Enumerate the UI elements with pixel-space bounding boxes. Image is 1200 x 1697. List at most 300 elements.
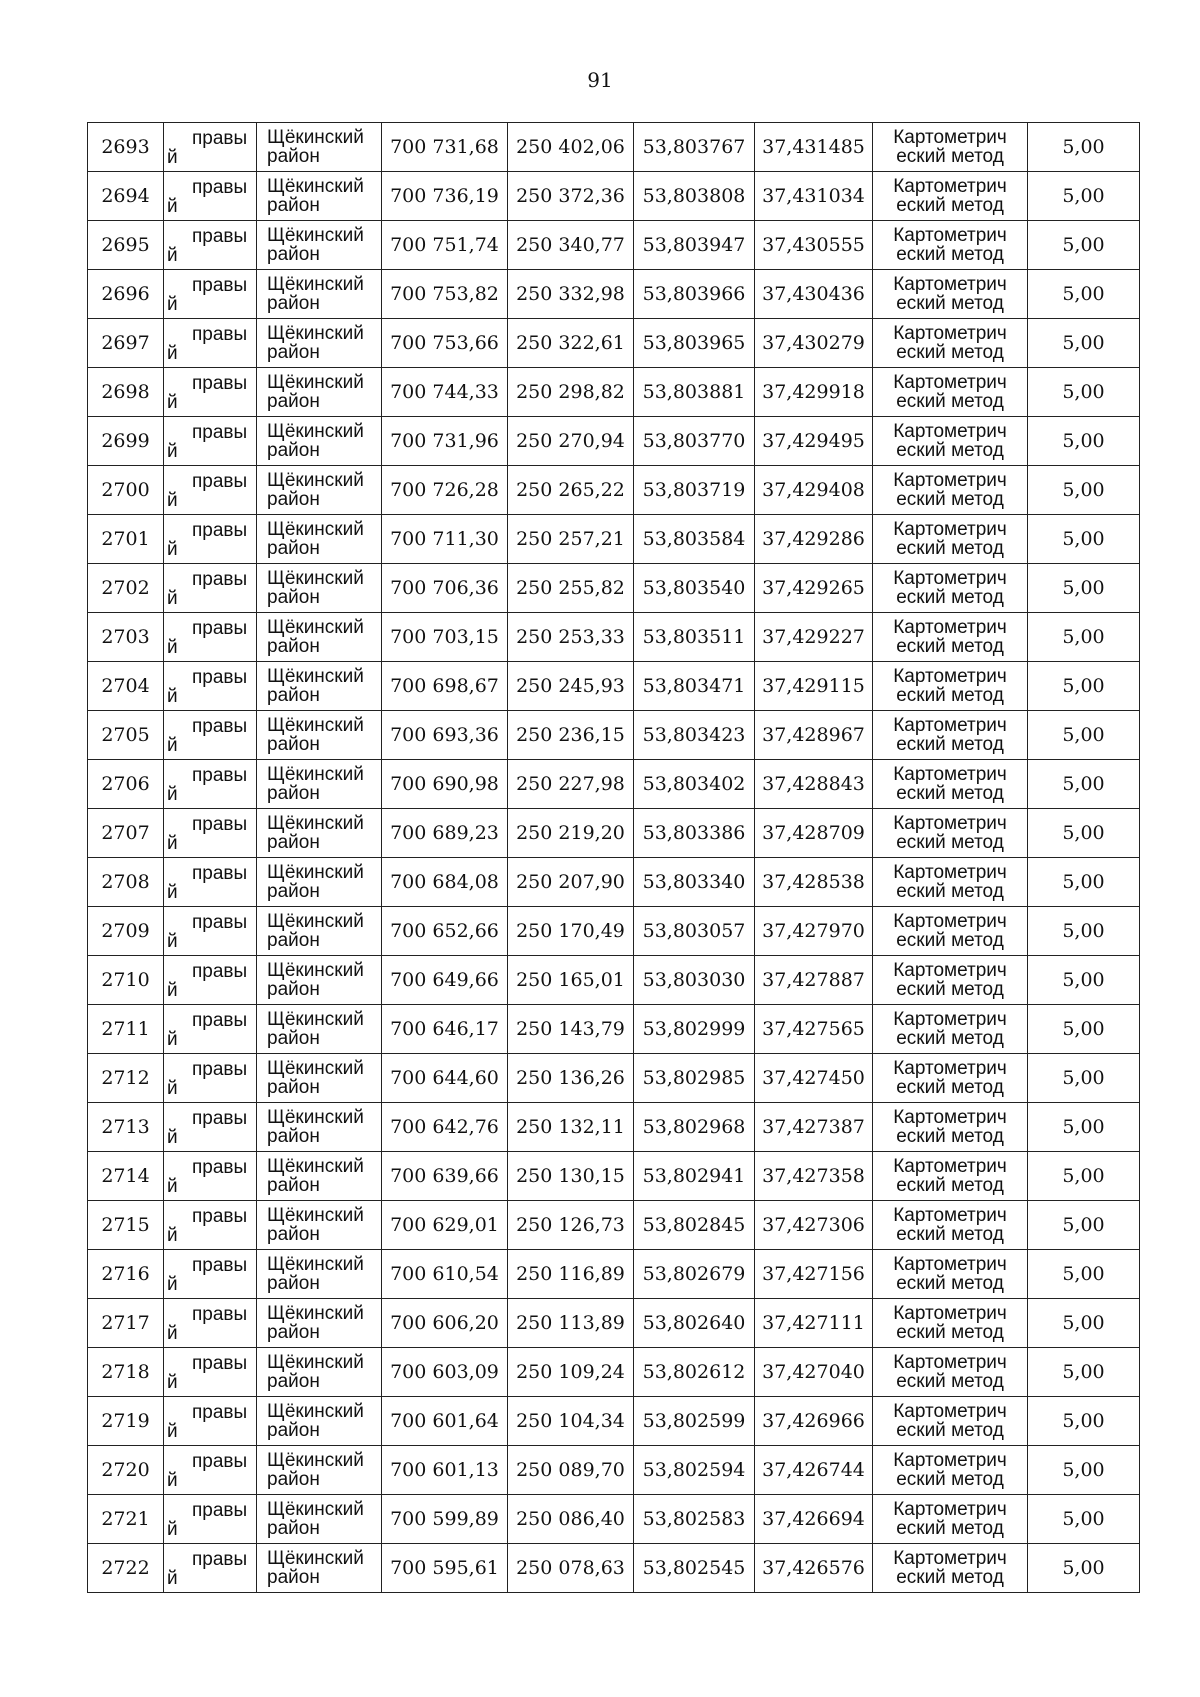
- district-line-2: район: [267, 734, 320, 755]
- point-number-cell: 2710: [88, 956, 164, 1005]
- bank-side-line-1: правы: [192, 127, 248, 149]
- latitude-cell: 53,802968: [634, 1103, 755, 1152]
- longitude-cell: 37,427156: [755, 1250, 873, 1299]
- method-line-2: еский метод: [896, 685, 1004, 706]
- longitude-cell: 37,426694: [755, 1495, 873, 1544]
- latitude-cell: 53,803030: [634, 956, 755, 1005]
- method-cell: [873, 123, 1028, 172]
- district-line-2: район: [267, 244, 320, 265]
- x-coordinate-cell: 700 639,66: [382, 1152, 508, 1201]
- method-line-1: Картометрич: [893, 1107, 1007, 1128]
- y-coordinate-cell: 250 340,77: [508, 221, 634, 270]
- bank-side-line-2: й: [167, 1175, 178, 1197]
- bank-side-cell: [164, 711, 257, 760]
- bank-side-line-1: правы: [192, 568, 248, 590]
- bank-side-line-2: й: [167, 538, 178, 560]
- method-line-1: Картометрич: [893, 1156, 1007, 1177]
- district-line-2: район: [267, 1371, 320, 1392]
- bank-side-line-2: й: [167, 1077, 178, 1099]
- district-line-1: Щёкинский: [267, 421, 364, 442]
- bank-side-cell: [164, 319, 257, 368]
- district-line-2: район: [267, 930, 320, 951]
- bank-side-line-1: правы: [192, 1058, 248, 1080]
- method-line-1: Картометрич: [893, 813, 1007, 834]
- accuracy-cell: 5,00: [1028, 564, 1140, 613]
- bank-side-line-1: правы: [192, 666, 248, 688]
- latitude-cell: 53,803386: [634, 809, 755, 858]
- method-line-1: Картометрич: [893, 617, 1007, 638]
- method-cell: [873, 1348, 1028, 1397]
- method-cell: [873, 1495, 1028, 1544]
- district-line-1: Щёкинский: [267, 715, 364, 736]
- bank-side-line-2: й: [167, 293, 178, 315]
- bank-side-line-1: правы: [192, 274, 248, 296]
- district-cell: [257, 1446, 382, 1495]
- latitude-cell: 53,803881: [634, 368, 755, 417]
- district-line-1: Щёкинский: [267, 1352, 364, 1373]
- district-line-2: район: [267, 979, 320, 1000]
- bank-side-line-2: й: [167, 489, 178, 511]
- y-coordinate-cell: 250 113,89: [508, 1299, 634, 1348]
- district-cell: [257, 172, 382, 221]
- longitude-cell: 37,427887: [755, 956, 873, 1005]
- district-line-2: район: [267, 342, 320, 363]
- point-number-cell: 2704: [88, 662, 164, 711]
- accuracy-cell: 5,00: [1028, 172, 1140, 221]
- bank-side-line-2: й: [167, 1469, 178, 1491]
- bank-side-line-1: правы: [192, 1352, 248, 1374]
- method-line-1: Картометрич: [893, 1352, 1007, 1373]
- point-number-cell: 2697: [88, 319, 164, 368]
- method-cell: [873, 711, 1028, 760]
- district-line-2: район: [267, 832, 320, 853]
- bank-side-line-1: правы: [192, 715, 248, 737]
- bank-side-cell: [164, 564, 257, 613]
- y-coordinate-cell: 250 116,89: [508, 1250, 634, 1299]
- method-line-2: еский метод: [896, 1273, 1004, 1294]
- bank-side-line-2: й: [167, 1224, 178, 1246]
- method-line-2: еский метод: [896, 1469, 1004, 1490]
- district-line-1: Щёкинский: [267, 813, 364, 834]
- method-line-2: еский метод: [896, 636, 1004, 657]
- accuracy-cell: 5,00: [1028, 1054, 1140, 1103]
- y-coordinate-cell: 250 298,82: [508, 368, 634, 417]
- method-line-2: еский метод: [896, 1175, 1004, 1196]
- point-number-cell: 2700: [88, 466, 164, 515]
- longitude-cell: 37,430555: [755, 221, 873, 270]
- point-number-cell: 2717: [88, 1299, 164, 1348]
- bank-side-line-2: й: [167, 1273, 178, 1295]
- table-row: [88, 1250, 1140, 1299]
- point-number-cell: 2718: [88, 1348, 164, 1397]
- point-number-cell: 2698: [88, 368, 164, 417]
- district-cell: [257, 662, 382, 711]
- bank-side-line-2: й: [167, 636, 178, 658]
- bank-side-line-2: й: [167, 783, 178, 805]
- bank-side-line-1: правы: [192, 1303, 248, 1325]
- x-coordinate-cell: 700 753,66: [382, 319, 508, 368]
- y-coordinate-cell: 250 270,94: [508, 417, 634, 466]
- longitude-cell: 37,428538: [755, 858, 873, 907]
- bank-side-line-1: правы: [192, 1254, 248, 1276]
- point-number-cell: 2694: [88, 172, 164, 221]
- bank-side-line-1: правы: [192, 960, 248, 982]
- method-cell: [873, 1299, 1028, 1348]
- x-coordinate-cell: 700 689,23: [382, 809, 508, 858]
- bank-side-cell: [164, 1446, 257, 1495]
- bank-side-cell: [164, 172, 257, 221]
- bank-side-line-1: правы: [192, 1401, 248, 1423]
- bank-side-line-1: правы: [192, 1450, 248, 1472]
- method-cell: [873, 907, 1028, 956]
- bank-side-cell: [164, 1005, 257, 1054]
- method-line-2: еский метод: [896, 1371, 1004, 1392]
- bank-side-cell: [164, 1495, 257, 1544]
- accuracy-cell: 5,00: [1028, 907, 1140, 956]
- district-line-1: Щёкинский: [267, 372, 364, 393]
- bank-side-line-2: й: [167, 1371, 178, 1393]
- y-coordinate-cell: 250 253,33: [508, 613, 634, 662]
- bank-side-cell: [164, 1544, 257, 1593]
- point-number-cell: 2705: [88, 711, 164, 760]
- point-number-cell: 2706: [88, 760, 164, 809]
- method-line-1: Картометрич: [893, 1303, 1007, 1324]
- latitude-cell: 53,802679: [634, 1250, 755, 1299]
- table-row: [88, 172, 1140, 221]
- method-line-1: Картометрич: [893, 127, 1007, 148]
- table-row: [88, 1103, 1140, 1152]
- district-line-2: район: [267, 538, 320, 559]
- longitude-cell: 37,427358: [755, 1152, 873, 1201]
- y-coordinate-cell: 250 219,20: [508, 809, 634, 858]
- y-coordinate-cell: 250 132,11: [508, 1103, 634, 1152]
- y-coordinate-cell: 250 136,26: [508, 1054, 634, 1103]
- method-line-1: Картометрич: [893, 1548, 1007, 1569]
- district-cell: [257, 760, 382, 809]
- district-line-2: район: [267, 293, 320, 314]
- bank-side-cell: [164, 613, 257, 662]
- method-line-1: Картометрич: [893, 274, 1007, 295]
- point-number-cell: 2703: [88, 613, 164, 662]
- method-line-1: Картометрич: [893, 715, 1007, 736]
- table-row: [88, 1397, 1140, 1446]
- table-row: [88, 858, 1140, 907]
- district-cell: [257, 1103, 382, 1152]
- longitude-cell: 37,429408: [755, 466, 873, 515]
- y-coordinate-cell: 250 372,36: [508, 172, 634, 221]
- bank-side-line-1: правы: [192, 323, 248, 345]
- method-line-1: Картометрич: [893, 1499, 1007, 1520]
- bank-side-cell: [164, 270, 257, 319]
- accuracy-cell: 5,00: [1028, 221, 1140, 270]
- bank-side-cell: [164, 515, 257, 564]
- table-row: [88, 662, 1140, 711]
- table-row: [88, 956, 1140, 1005]
- table-row: [88, 123, 1140, 172]
- method-line-2: еский метод: [896, 1420, 1004, 1441]
- latitude-cell: 53,803423: [634, 711, 755, 760]
- district-cell: [257, 613, 382, 662]
- method-line-2: еский метод: [896, 783, 1004, 804]
- method-line-1: Картометрич: [893, 666, 1007, 687]
- method-cell: [873, 1446, 1028, 1495]
- x-coordinate-cell: 700 753,82: [382, 270, 508, 319]
- table-row: [88, 466, 1140, 515]
- method-cell: [873, 417, 1028, 466]
- bank-side-line-1: правы: [192, 862, 248, 884]
- bank-side-line-2: й: [167, 244, 178, 266]
- district-cell: [257, 1250, 382, 1299]
- accuracy-cell: 5,00: [1028, 417, 1140, 466]
- table-row: [88, 711, 1140, 760]
- bank-side-line-2: й: [167, 734, 178, 756]
- x-coordinate-cell: 700 751,74: [382, 221, 508, 270]
- district-line-1: Щёкинский: [267, 1450, 364, 1471]
- bank-side-line-1: правы: [192, 911, 248, 933]
- table-row: [88, 1495, 1140, 1544]
- district-line-1: Щёкинский: [267, 274, 364, 295]
- latitude-cell: 53,803511: [634, 613, 755, 662]
- latitude-cell: 53,802599: [634, 1397, 755, 1446]
- district-line-1: Щёкинский: [267, 1107, 364, 1128]
- accuracy-cell: 5,00: [1028, 123, 1140, 172]
- latitude-cell: 53,803965: [634, 319, 755, 368]
- longitude-cell: 37,427111: [755, 1299, 873, 1348]
- method-line-1: Картометрич: [893, 960, 1007, 981]
- method-line-2: еский метод: [896, 979, 1004, 1000]
- y-coordinate-cell: 250 130,15: [508, 1152, 634, 1201]
- x-coordinate-cell: 700 736,19: [382, 172, 508, 221]
- bank-side-line-2: й: [167, 440, 178, 462]
- district-line-1: Щёкинский: [267, 127, 364, 148]
- accuracy-cell: 5,00: [1028, 270, 1140, 319]
- table-row: [88, 1005, 1140, 1054]
- accuracy-cell: 5,00: [1028, 613, 1140, 662]
- bank-side-cell: [164, 466, 257, 515]
- bank-side-line-2: й: [167, 1126, 178, 1148]
- district-cell: [257, 711, 382, 760]
- latitude-cell: 53,802845: [634, 1201, 755, 1250]
- accuracy-cell: 5,00: [1028, 1544, 1140, 1593]
- x-coordinate-cell: 700 595,61: [382, 1544, 508, 1593]
- method-line-2: еский метод: [896, 489, 1004, 510]
- y-coordinate-cell: 250 086,40: [508, 1495, 634, 1544]
- coordinates-table: [87, 122, 1140, 1593]
- method-line-1: Картометрич: [893, 862, 1007, 883]
- table-row: [88, 1299, 1140, 1348]
- table-body: [88, 123, 1140, 1593]
- point-number-cell: 2701: [88, 515, 164, 564]
- accuracy-cell: 5,00: [1028, 760, 1140, 809]
- bank-side-line-2: й: [167, 1567, 178, 1589]
- district-line-1: Щёкинский: [267, 1205, 364, 1226]
- y-coordinate-cell: 250 207,90: [508, 858, 634, 907]
- district-cell: [257, 1495, 382, 1544]
- latitude-cell: 53,803808: [634, 172, 755, 221]
- latitude-cell: 53,803719: [634, 466, 755, 515]
- table-row: [88, 1152, 1140, 1201]
- method-cell: [873, 1397, 1028, 1446]
- district-line-2: район: [267, 1224, 320, 1245]
- y-coordinate-cell: 250 227,98: [508, 760, 634, 809]
- bank-side-line-2: й: [167, 1420, 178, 1442]
- x-coordinate-cell: 700 649,66: [382, 956, 508, 1005]
- latitude-cell: 53,802594: [634, 1446, 755, 1495]
- point-number-cell: 2712: [88, 1054, 164, 1103]
- y-coordinate-cell: 250 126,73: [508, 1201, 634, 1250]
- x-coordinate-cell: 700 706,36: [382, 564, 508, 613]
- method-line-2: еский метод: [896, 342, 1004, 363]
- bank-side-line-2: й: [167, 979, 178, 1001]
- bank-side-line-2: й: [167, 587, 178, 609]
- longitude-cell: 37,426576: [755, 1544, 873, 1593]
- method-line-1: Картометрич: [893, 1205, 1007, 1226]
- point-number-cell: 2722: [88, 1544, 164, 1593]
- accuracy-cell: 5,00: [1028, 1397, 1140, 1446]
- district-line-1: Щёкинский: [267, 323, 364, 344]
- latitude-cell: 53,803402: [634, 760, 755, 809]
- method-line-2: еский метод: [896, 538, 1004, 559]
- latitude-cell: 53,802941: [634, 1152, 755, 1201]
- district-line-2: район: [267, 1420, 320, 1441]
- bank-side-line-1: правы: [192, 470, 248, 492]
- x-coordinate-cell: 700 646,17: [382, 1005, 508, 1054]
- bank-side-cell: [164, 221, 257, 270]
- method-line-1: Картометрич: [893, 1009, 1007, 1030]
- method-line-1: Картометрич: [893, 764, 1007, 785]
- y-coordinate-cell: 250 089,70: [508, 1446, 634, 1495]
- longitude-cell: 37,429495: [755, 417, 873, 466]
- district-cell: [257, 1299, 382, 1348]
- longitude-cell: 37,427387: [755, 1103, 873, 1152]
- longitude-cell: 37,430279: [755, 319, 873, 368]
- method-cell: [873, 270, 1028, 319]
- point-number-cell: 2719: [88, 1397, 164, 1446]
- district-cell: [257, 1348, 382, 1397]
- district-line-2: район: [267, 881, 320, 902]
- district-line-1: Щёкинский: [267, 764, 364, 785]
- accuracy-cell: 5,00: [1028, 368, 1140, 417]
- method-line-1: Картометрич: [893, 176, 1007, 197]
- bank-side-cell: [164, 858, 257, 907]
- district-cell: [257, 515, 382, 564]
- x-coordinate-cell: 700 711,30: [382, 515, 508, 564]
- point-number-cell: 2713: [88, 1103, 164, 1152]
- method-cell: [873, 1544, 1028, 1593]
- district-line-1: Щёкинский: [267, 1548, 364, 1569]
- accuracy-cell: 5,00: [1028, 1103, 1140, 1152]
- district-cell: [257, 1054, 382, 1103]
- point-number-cell: 2715: [88, 1201, 164, 1250]
- table-row: [88, 515, 1140, 564]
- y-coordinate-cell: 250 265,22: [508, 466, 634, 515]
- district-line-2: район: [267, 195, 320, 216]
- x-coordinate-cell: 700 703,15: [382, 613, 508, 662]
- y-coordinate-cell: 250 255,82: [508, 564, 634, 613]
- bank-side-cell: [164, 1299, 257, 1348]
- district-line-2: район: [267, 1175, 320, 1196]
- method-cell: [873, 319, 1028, 368]
- table-row: [88, 270, 1140, 319]
- longitude-cell: 37,430436: [755, 270, 873, 319]
- point-number-cell: 2716: [88, 1250, 164, 1299]
- x-coordinate-cell: 700 642,76: [382, 1103, 508, 1152]
- longitude-cell: 37,427970: [755, 907, 873, 956]
- bank-side-line-2: й: [167, 930, 178, 952]
- longitude-cell: 37,431034: [755, 172, 873, 221]
- district-cell: [257, 956, 382, 1005]
- method-line-2: еский метод: [896, 1028, 1004, 1049]
- accuracy-cell: 5,00: [1028, 1005, 1140, 1054]
- method-line-2: еский метод: [896, 1567, 1004, 1588]
- table-row: [88, 613, 1140, 662]
- latitude-cell: 53,803057: [634, 907, 755, 956]
- method-cell: [873, 466, 1028, 515]
- bank-side-line-1: правы: [192, 1009, 248, 1031]
- longitude-cell: 37,429265: [755, 564, 873, 613]
- latitude-cell: 53,802985: [634, 1054, 755, 1103]
- table-row: [88, 1348, 1140, 1397]
- point-number-cell: 2721: [88, 1495, 164, 1544]
- latitude-cell: 53,802999: [634, 1005, 755, 1054]
- district-line-1: Щёкинский: [267, 960, 364, 981]
- longitude-cell: 37,427565: [755, 1005, 873, 1054]
- method-cell: [873, 221, 1028, 270]
- district-line-1: Щёкинский: [267, 470, 364, 491]
- district-cell: [257, 1397, 382, 1446]
- y-coordinate-cell: 250 236,15: [508, 711, 634, 760]
- district-cell: [257, 564, 382, 613]
- point-number-cell: 2720: [88, 1446, 164, 1495]
- method-line-2: еский метод: [896, 195, 1004, 216]
- method-line-2: еский метод: [896, 1126, 1004, 1147]
- method-cell: [873, 515, 1028, 564]
- bank-side-line-1: правы: [192, 617, 248, 639]
- table-row: [88, 809, 1140, 858]
- method-cell: [873, 564, 1028, 613]
- longitude-cell: 37,429286: [755, 515, 873, 564]
- method-line-2: еский метод: [896, 391, 1004, 412]
- latitude-cell: 53,803584: [634, 515, 755, 564]
- district-cell: [257, 1201, 382, 1250]
- district-line-1: Щёкинский: [267, 568, 364, 589]
- x-coordinate-cell: 700 726,28: [382, 466, 508, 515]
- bank-side-line-2: й: [167, 832, 178, 854]
- accuracy-cell: 5,00: [1028, 1152, 1140, 1201]
- bank-side-line-1: правы: [192, 1205, 248, 1227]
- longitude-cell: 37,429227: [755, 613, 873, 662]
- method-line-1: Картометрич: [893, 1058, 1007, 1079]
- district-line-2: район: [267, 1322, 320, 1343]
- latitude-cell: 53,803340: [634, 858, 755, 907]
- method-cell: [873, 172, 1028, 221]
- method-line-2: еский метод: [896, 293, 1004, 314]
- method-line-1: Картометрич: [893, 372, 1007, 393]
- method-line-2: еский метод: [896, 734, 1004, 755]
- x-coordinate-cell: 700 652,66: [382, 907, 508, 956]
- method-line-1: Картометрич: [893, 1450, 1007, 1471]
- latitude-cell: 53,803471: [634, 662, 755, 711]
- method-cell: [873, 858, 1028, 907]
- district-cell: [257, 270, 382, 319]
- point-number-cell: 2702: [88, 564, 164, 613]
- method-cell: [873, 809, 1028, 858]
- point-number-cell: 2708: [88, 858, 164, 907]
- bank-side-cell: [164, 956, 257, 1005]
- district-line-1: Щёкинский: [267, 1254, 364, 1275]
- district-line-2: район: [267, 1126, 320, 1147]
- y-coordinate-cell: 250 165,01: [508, 956, 634, 1005]
